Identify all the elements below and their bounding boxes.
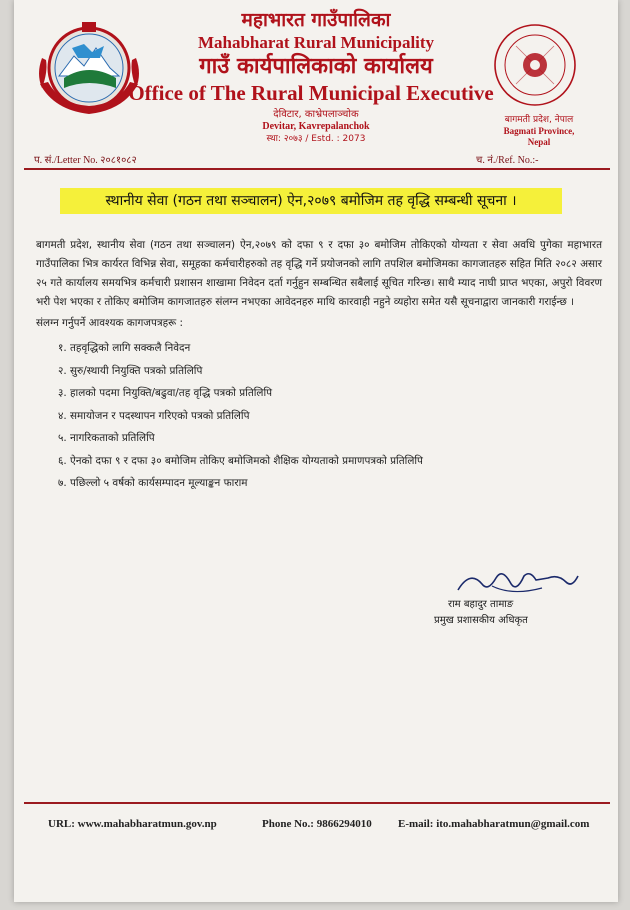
footer-divider [24, 802, 610, 804]
address-english: Devitar, Kavrepalanchok [262, 121, 370, 132]
province-nepali: बागमती प्रदेश, नेपाल [504, 115, 574, 125]
province-english: Bagmati Province, Nepal [503, 126, 575, 147]
attachments-list [58, 337, 602, 495]
municipality-name-nepali: महाभारत गाउँपालिका [241, 9, 391, 31]
signatory-title: प्रमुख प्रशासकीय अधिकृत [434, 615, 528, 626]
address-nepali: देविटार, काभ्रेपलाञ्चोक [273, 109, 359, 120]
signature-block [430, 566, 590, 630]
letter-number: प. सं./Letter No. २०८१०८२ [34, 155, 137, 166]
province-block [494, 114, 584, 148]
notice-paragraph: बागमती प्रदेश, स्थानीय सेवा (गठन तथा सञ्चालन) ऐन,२०७९ को दफा ९ र दफा ३० बमोजिम तोकिएको योग्यता र सेवा अवधि पुगेका महाभारत गाउँपालिका भित्र कार्यरत विभिन्न सेवा, समूहका कर्मचारीहरुको तह वृद्धि गर्ने प्रयोजनको लागि तपशिल बमोजिमका कागजातहरु सहित मिति २०८२ असार २५ गते कार्यालय समयभित्र कर्मचारी प्रशासन शाखामा निवेदन दर्ता गर्नुहुन सम्बन्धित सबैलाई सूचित गरिन्छ। साथै म्याद नाघी प्राप्त भएका, अपुरो विवरण भरी पेश भएका र तोकिए बमोजिम कागजातहरु संलग्न नभएका आवेदनहरु माथि कारवाही नहुने व्यहोरा समेत यसै सूचनाद्वारा जानकारी गराईन्छ । [36, 239, 602, 308]
website-url[interactable]: URL: www.mahabharatmun.gov.np [48, 818, 217, 830]
list-item: १. तहवृद्धिको लागि सक्कलै निवेदन [58, 342, 191, 354]
municipal-seal-stamp [492, 22, 578, 108]
established-year: स्था: २०७३ / Estd. : 2073 [266, 134, 366, 144]
list-item: ५. नागरिकताको प्रतिलिपि [58, 432, 155, 444]
letter-page [14, 0, 618, 902]
list-item: ७. पछिल्लो ५ वर्षको कार्यसम्पादन मूल्याङ्कन फाराम [58, 477, 248, 489]
office-name-english: Office of The Rural Municipal Executive [128, 81, 494, 105]
handwritten-signature [452, 566, 582, 600]
notice-subject: स्थानीय सेवा (गठन तथा सञ्चालन) ऐन,२०७९ बमोजिम तह वृद्धि सम्बन्धी सूचना । [60, 188, 562, 214]
list-item: ६. ऐनको दफा ९ र दफा ३० बमोजिम तोकिए बमोजिमको शैक्षिक योग्यताको प्रमाणपत्रको प्रतिलिपि [58, 454, 423, 467]
list-item: २. सुरु/स्थायी नियुक्ति पत्रको प्रतिलिपि [58, 364, 203, 377]
office-name-nepali: गाउँ कार्यपालिकाको कार्यालय [199, 54, 433, 79]
list-item: ३. हालको पदमा नियुक्ति/बढुवा/तह वृद्धि पत्रको प्रतिलिपि [58, 387, 273, 399]
municipality-name-english: Mahabharat Rural Municipality [197, 33, 435, 52]
attachments-heading: संलग्न गर्नुपर्ने आवश्यक कागजपत्रहरू : [36, 317, 184, 329]
header-divider [24, 168, 610, 170]
reference-number: च. नं./Ref. No.:- [476, 155, 539, 166]
notice-body [36, 236, 602, 495]
phone-number: Phone No.: 9866294010 [262, 818, 372, 830]
email-address[interactable]: E-mail: ito.mahabharatmun@gmail.com [398, 818, 590, 830]
letterhead [126, 8, 506, 145]
list-item: ४. समायोजन र पदस्थापन गरिएको पत्रको प्रतिलिपि [58, 409, 250, 422]
signatory-name: राम बहादुर तामाङ [448, 599, 514, 610]
